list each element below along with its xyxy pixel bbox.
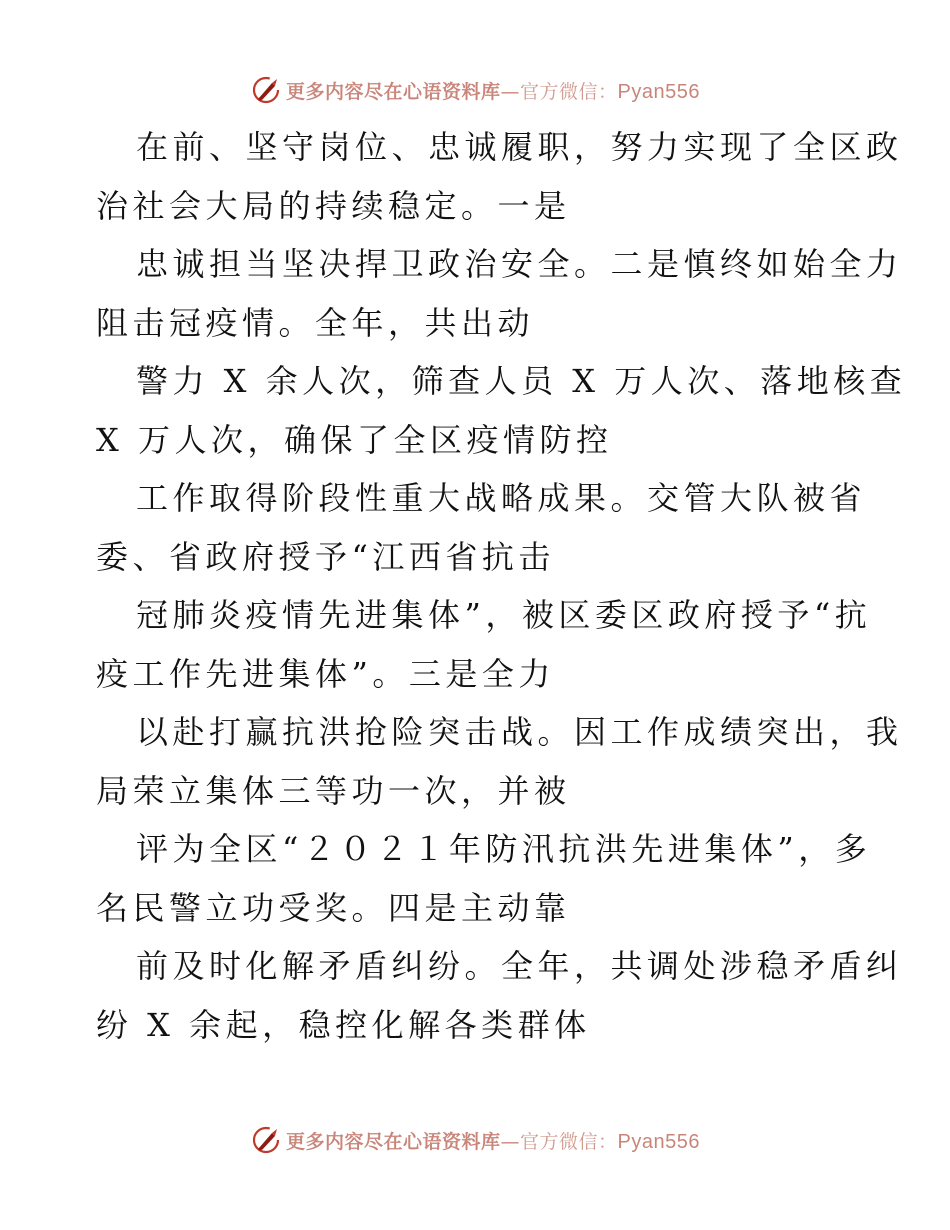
body-line: X 万人次，确保了全区疫情防控: [96, 420, 613, 459]
body-line: 以赴打赢抗洪抢险突击战。因工作成绩突出，我: [136, 713, 903, 751]
watermark-wechat-id: Pyan556: [617, 1130, 700, 1153]
watermark-separator: —: [500, 1130, 521, 1153]
body-line: 治社会大局的持续稳定。一是: [96, 186, 571, 225]
quill-pen-logo-icon: [250, 1124, 282, 1156]
body-line: 冠肺炎疫情先进集体”，被区委区政府授予“抗: [136, 596, 872, 634]
watermark-brand: 更多内容尽在心语资料库: [286, 1130, 501, 1153]
body-line: 纷 X 余起，稳控化解各类群体: [96, 1005, 591, 1044]
body-line: 委、省政府授予“江西省抗击: [96, 537, 555, 576]
body-line: 评为全区“２０２１年防汛抗洪先进集体”，多: [136, 830, 872, 868]
body-line: 阻击冠疫情。全年，共出动: [96, 303, 535, 342]
document-body: [96, 118, 907, 1054]
watermark-wechat-id: Pyan556: [617, 80, 700, 103]
watermark-text: [286, 77, 700, 104]
body-line: 局荣立集体三等功一次，并被: [96, 771, 571, 810]
body-line: 警力 X 余人次，筛查人员 X 万人次、落地核查: [136, 362, 907, 400]
watermark-text: [286, 1127, 700, 1154]
watermark-brand: 更多内容尽在心语资料库: [286, 80, 501, 103]
body-line: 工作取得阶段性重大战略成果。交管大队被省: [136, 479, 867, 517]
body-line: 名民警立功受奖。四是主动靠: [96, 888, 571, 927]
body-line: 在前、坚守岗位、忠诚履职，努力实现了全区政: [136, 128, 903, 166]
body-line: 前及时化解矛盾纠纷。全年，共调处涉稳矛盾纠: [136, 947, 903, 985]
watermark-separator: —: [500, 80, 521, 103]
watermark-wechat-label: 官方微信：: [520, 80, 618, 103]
quill-pen-logo-icon: [250, 74, 282, 106]
watermark-wechat-label: 官方微信：: [520, 1130, 618, 1153]
body-line: 忠诚担当坚决捍卫政治安全。二是慎终如始全力: [136, 245, 903, 283]
body-line: 疫工作先进集体”。三是全力: [96, 654, 555, 693]
footer-watermark: [0, 1120, 950, 1160]
header-watermark: [0, 70, 950, 110]
